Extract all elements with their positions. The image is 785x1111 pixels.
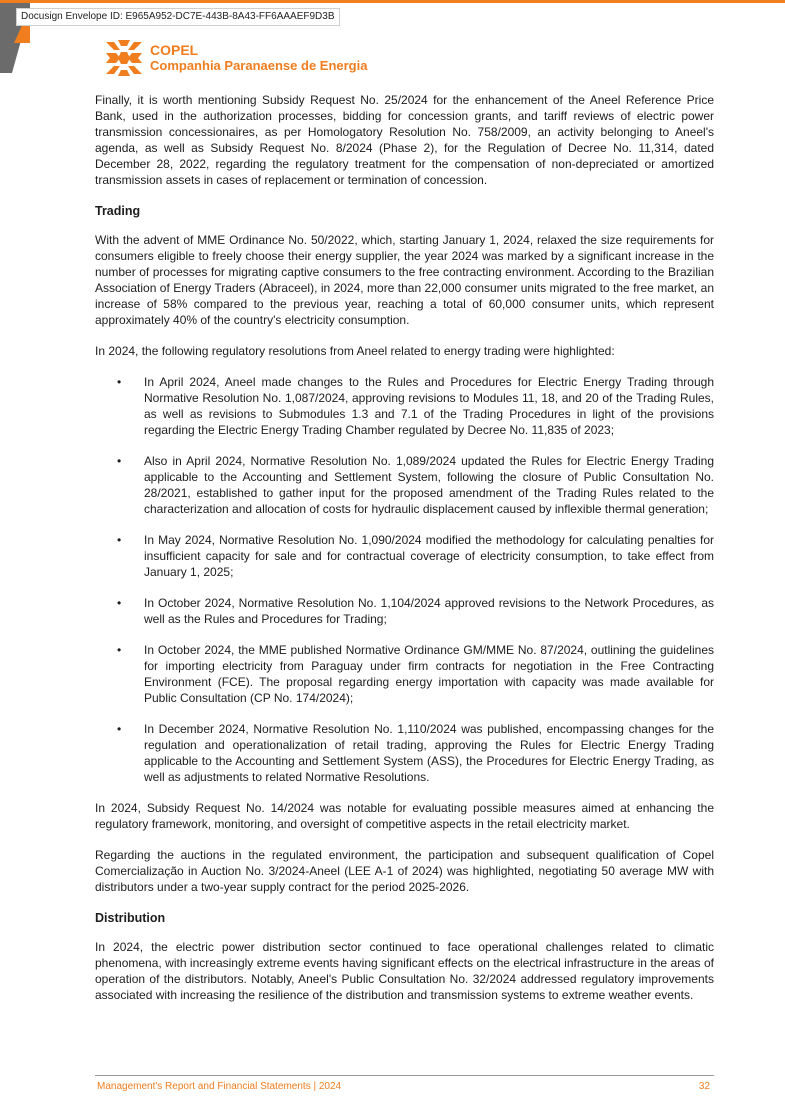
trading-paragraph-4: Regarding the auctions in the regulated environment, the participation and subsequent qualification of Copel Comercialização in Auction No. 3/2024-Aneel (LEE A-1 of 2024) was highlighted, negotiating 50 average MW with distributors under a two-year supply contract for the period 2025-2026. [95,848,714,894]
top-accent-bar [0,0,785,3]
list-item [95,642,714,706]
list-item-text: In October 2024, the MME published Normative Ordinance GM/MME No. 87/2024, outlining the guidelines for importing electricity from Paraguay under firm contracts for negotiation in the Free Contracting Environment (FCE). The proposal regarding energy importation with capacity was made available for Public Consultation (CP No. 174/2024); [144,643,714,705]
trading-paragraph-1: With the advent of MME Ordinance No. 50/2022, which, starting January 1, 2024, relaxed the size requirements for consumers eligible to freely choose their energy supplier, the year 2024 was marked by a significant increase in the number of processes for migrating captive consumers to the free contracting environment. According to the Brazilian Association of Energy Traders (Abraceel), in 2024, more than 22,000 consumer units migrated to the free market, an increase of 58% compared to the previous year, reaching a total of 60,000 consumer units, which represent approximately 40% of the country's electricity consumption. [95,233,714,327]
distribution-paragraph-1: In 2024, the electric power distribution sector continued to face operational challenges related to climatic phenomena, with increasingly extreme events having significant effects on the electrical infrastructure in the areas of operation of the distributors. Notably, Aneel's Public Consultation No. 32/2024 addressed regulatory improvements associated with increasing the resilience of the distribution and transmission systems to extreme weather events. [95,940,714,1002]
bullet-icon: • [117,375,122,389]
distribution-heading: Distribution [95,911,166,925]
copel-logo-icon [106,40,142,76]
trading-heading: Trading [95,204,141,218]
bullet-icon: • [117,722,122,736]
bullet-icon: • [117,533,122,547]
list-item [95,532,714,580]
list-item [95,595,714,627]
footer-report-title: Management's Report and Financial Statements | 2024 [97,1081,342,1092]
trading-paragraph-2: In 2024, the following regulatory resolutions from Aneel related to energy trading were highlighted: [95,344,615,358]
trading-paragraph-3: In 2024, Subsidy Request No. 14/2024 was notable for evaluating possible measures aimed at enhancing the regulatory framework, monitoring, and oversight of competitive aspects in the retail electricity market. [95,801,714,831]
list-item-text: In May 2024, Normative Resolution No. 1,090/2024 modified the methodology for calculating penalties for insufficient capacity for sale and for contractual coverage of electricity consumption, to take effect from January 1, 2025; [144,533,714,579]
logo-company-full: Companhia Paranaense de Energia [150,58,368,73]
page-body [95,92,714,1018]
copel-logo [106,40,367,76]
bullet-icon: • [117,596,122,610]
docusign-envelope-id: Docusign Envelope ID: E965A952-DC7E-443B-8A43-FF6AAAEF9D3B [16,8,340,26]
list-item-text: In October 2024, Normative Resolution No. 1,104/2024 approved revisions to the Network Procedures, as well as the Rules and Procedures for Trading; [144,596,714,626]
bullet-icon: • [117,643,122,657]
list-item-text: In December 2024, Normative Resolution No. 1,110/2024 was published, encompassing changes for the regulation and operationalization of retail trading, approving the Rules for Electric Energy Trading applicable to the Accounting and Settlement System (ASS), the Procedures for Electric Energy Trading, as well as adjustments to related Normative Resolutions. [144,722,714,784]
intro-paragraph: Finally, it is worth mentioning Subsidy Request No. 25/2024 for the enhancement of the Aneel Reference Price Bank, used in the authorization processes, bidding for concession grants, and tariff reviews of electric power transmission concessionaires, as per Homologatory Resolution No. 758/2009, an activity belonging to Aneel's agenda, as well as Subsidy Request No. 8/2024 (Phase 2), for the Regulation of Decree No. 11,314, dated December 28, 2022, regarding the regulatory treatment for the compensation of non-depreciated or amortized transmission assets in cases of replacement or termination of concession. [95,93,714,187]
list-item [95,374,714,438]
list-item [95,721,714,785]
trading-resolutions-list [95,374,714,785]
logo-wordmark [150,43,367,73]
bullet-icon: • [117,454,122,468]
list-item [95,453,714,517]
list-item-text: Also in April 2024, Normative Resolution No. 1,089/2024 updated the Rules for Electric Energy Trading applicable to the Accounting and Settlement System, following the closure of Public Consultation No. 28/2021, established to gather input for the proposed amendment of the Trading Rules related to the characterization and allocation of costs for hydraulic displacement caused by inflexible thermal generation; [144,454,714,516]
page-number: 32 [698,1081,710,1092]
logo-company-short: COPEL [150,42,199,58]
list-item-text: In April 2024, Aneel made changes to the Rules and Procedures for Electric Energy Trading through Normative Resolution No. 1,087/2024, approving revisions to Modules 11, 18, and 20 of the Trading Rules, as well as revisions to Submodules 1.3 and 7.1 of the Trading Procedures in light of the provisions regarding the Electric Energy Trading Chamber regulated by Decree No. 11,835 of 2023; [144,375,714,437]
footer-divider [95,1075,714,1076]
